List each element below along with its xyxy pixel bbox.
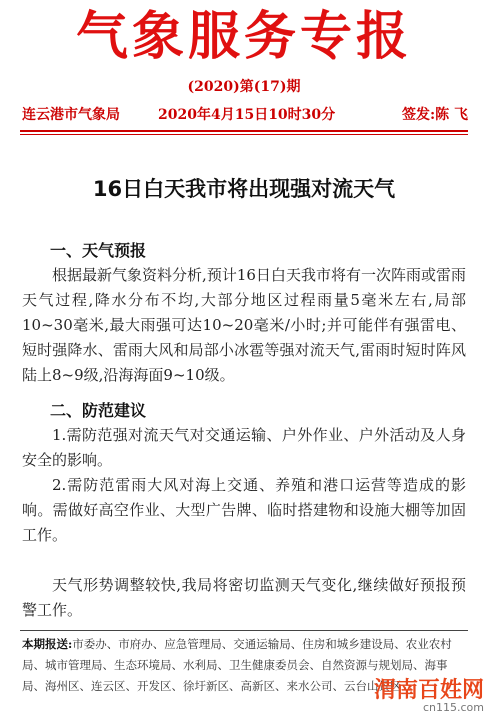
- issue-meta: [22, 104, 468, 126]
- watermark-url: cn115.com: [422, 701, 484, 714]
- forecast-paragraph: 根据最新气象资料分析,预计16日白天我市将有一次阵雨或雷雨天气过程,降水分布不均,大部分地区过程雨量5毫米左右,局部10~30毫米,最大雨强可达10~20毫米/小时;并可能伴有强雷电、短时强降水、雷雨大风和局部小冰雹等强对流天气,雷雨时短时阵风陆上8~9级,沿海海面9~10级。: [22, 266, 466, 384]
- site-watermark: [374, 680, 484, 714]
- issuing-agency: 连云港市气象局: [22, 107, 120, 123]
- advice-item-1: 1.需防范强对流天气对交通运输、户外作业、户外活动及人身安全的影响。: [22, 426, 466, 469]
- section-title-advice: 二、防范建议: [50, 401, 147, 420]
- masthead: [0, 2, 488, 70]
- signer: 签发:陈 飞: [401, 107, 468, 123]
- footer-rule: [20, 630, 468, 631]
- header-rule-thin: [20, 134, 468, 135]
- issue-number: (2020)第(17)期: [187, 79, 301, 95]
- headline: 16日白天我市将出现强对流天气: [92, 177, 396, 201]
- distribution-recipients: 市委办、市府办、应急管理局、交通运输局、住房和城乡建设局、农业农村局、城市管理局、生态环境局、水利局、卫生健康委员会、自然资源与规划局、海事局、海州区、连云区、开发区、徐圩新区、高新区、来水公司、云台山景区: [22, 637, 452, 693]
- distribution-label: 本期报送:: [22, 637, 73, 651]
- issue-datetime: 2020年4月15日10时30分: [158, 107, 336, 123]
- closing-paragraph: 天气形势调整较快,我局将密切监测天气变化,继续做好预报预警工作。: [22, 576, 466, 619]
- watermark-name: 渭南百姓网: [373, 678, 484, 703]
- section-title-forecast: 一、天气预报: [50, 241, 147, 260]
- header-rule-thick: [20, 130, 468, 132]
- advice-item-2: 2.需防范雷雨大风对海上交通、养殖和港口运营等造成的影响。需做好高空作业、大型广告牌、临时搭建物和设施大棚等加固工作。: [22, 476, 466, 544]
- masthead-title: 气象服务专报: [75, 7, 412, 67]
